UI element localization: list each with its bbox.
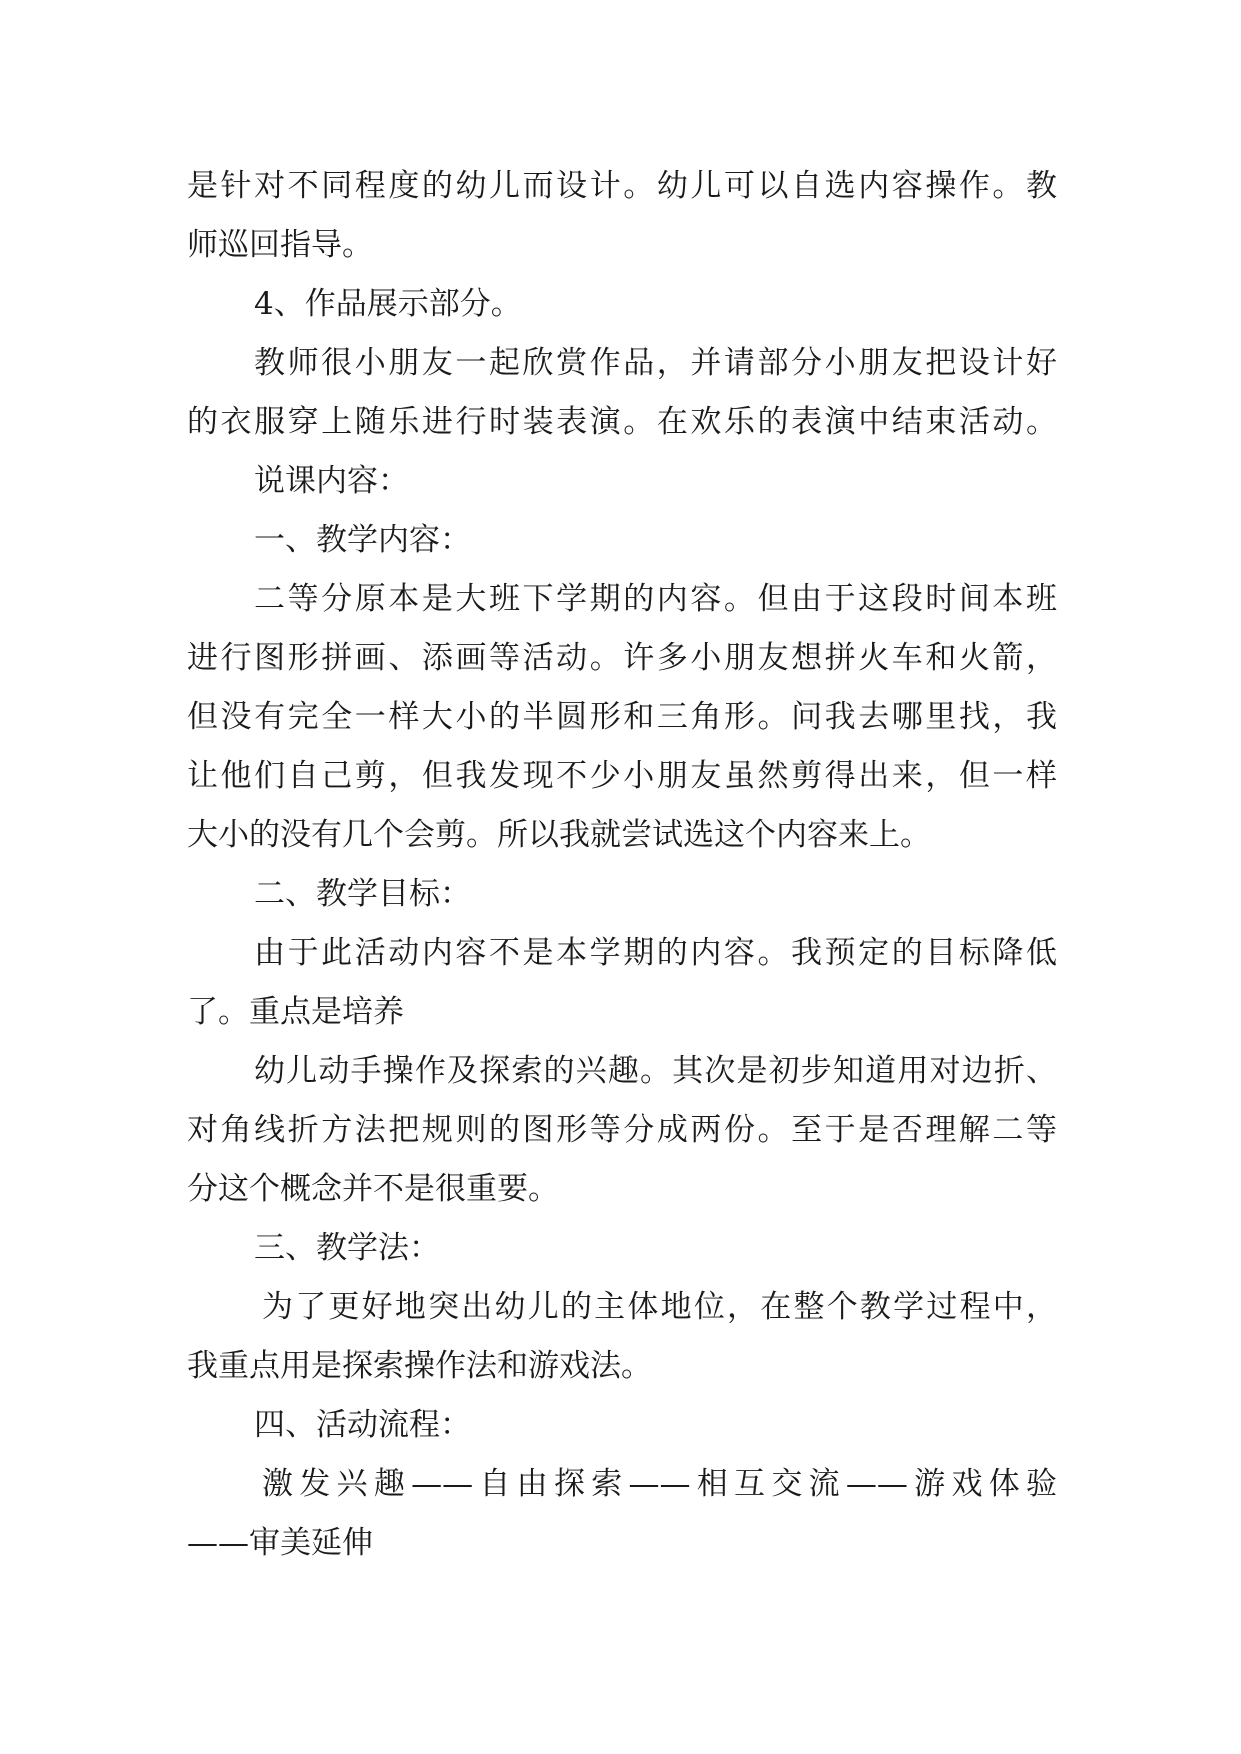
section-heading: 说课内容： bbox=[254, 463, 409, 499]
text-line: 但没有完全一样大小的半圆形和三角形。问我去哪里找，我 bbox=[187, 699, 1057, 735]
section-heading: 一、教学内容： bbox=[254, 522, 471, 558]
text-line: 分这个概念并不是很重要。 bbox=[187, 1171, 559, 1207]
text-line: 进行图形拼画、添画等活动。许多小朋友想拼火车和火箭， bbox=[187, 640, 1057, 676]
text-line: 对角线折方法把规则的图形等分成两份。至于是否理解二等 bbox=[187, 1112, 1057, 1148]
text-line: 了。重点是培养 bbox=[187, 994, 404, 1030]
section-heading: 四、活动流程： bbox=[254, 1407, 471, 1443]
section-heading: 三、教学法： bbox=[254, 1230, 440, 1266]
text-line: ——审美延伸 bbox=[187, 1525, 373, 1561]
text-line: 二等分原本是大班下学期的内容。但由于这段时间本班 bbox=[254, 581, 1057, 617]
text-line: 由于此活动内容不是本学期的内容。我预定的目标降低 bbox=[254, 935, 1057, 971]
text-line: 我重点用是探索操作法和游戏法。 bbox=[187, 1348, 652, 1384]
text-line: 师巡回指导。 bbox=[187, 227, 373, 263]
text-line: 让他们自己剪，但我发现不少小朋友虽然剪得出来，但一样 bbox=[187, 758, 1057, 794]
text-line: 的衣服穿上随乐进行时装表演。在欢乐的表演中结束活动。 bbox=[187, 404, 1057, 440]
section-heading: 4、作品展示部分。 bbox=[254, 286, 522, 322]
text-line: 教师很小朋友一起欣赏作品，并请部分小朋友把设计好 bbox=[254, 345, 1057, 381]
text-line: 是针对不同程度的幼儿而设计。幼儿可以自选内容操作。教 bbox=[187, 168, 1057, 204]
text-line: 激发兴趣——自由探索——相互交流——游戏体验 bbox=[262, 1466, 1057, 1502]
section-heading: 二、教学目标： bbox=[254, 876, 471, 912]
text-line: 为了更好地突出幼儿的主体地位，在整个教学过程中， bbox=[262, 1289, 1057, 1325]
text-line: 幼儿动手操作及探索的兴趣。其次是初步知道用对边折、 bbox=[254, 1053, 1057, 1089]
text-line: 大小的没有几个会剪。所以我就尝试选这个内容来上。 bbox=[187, 817, 931, 853]
